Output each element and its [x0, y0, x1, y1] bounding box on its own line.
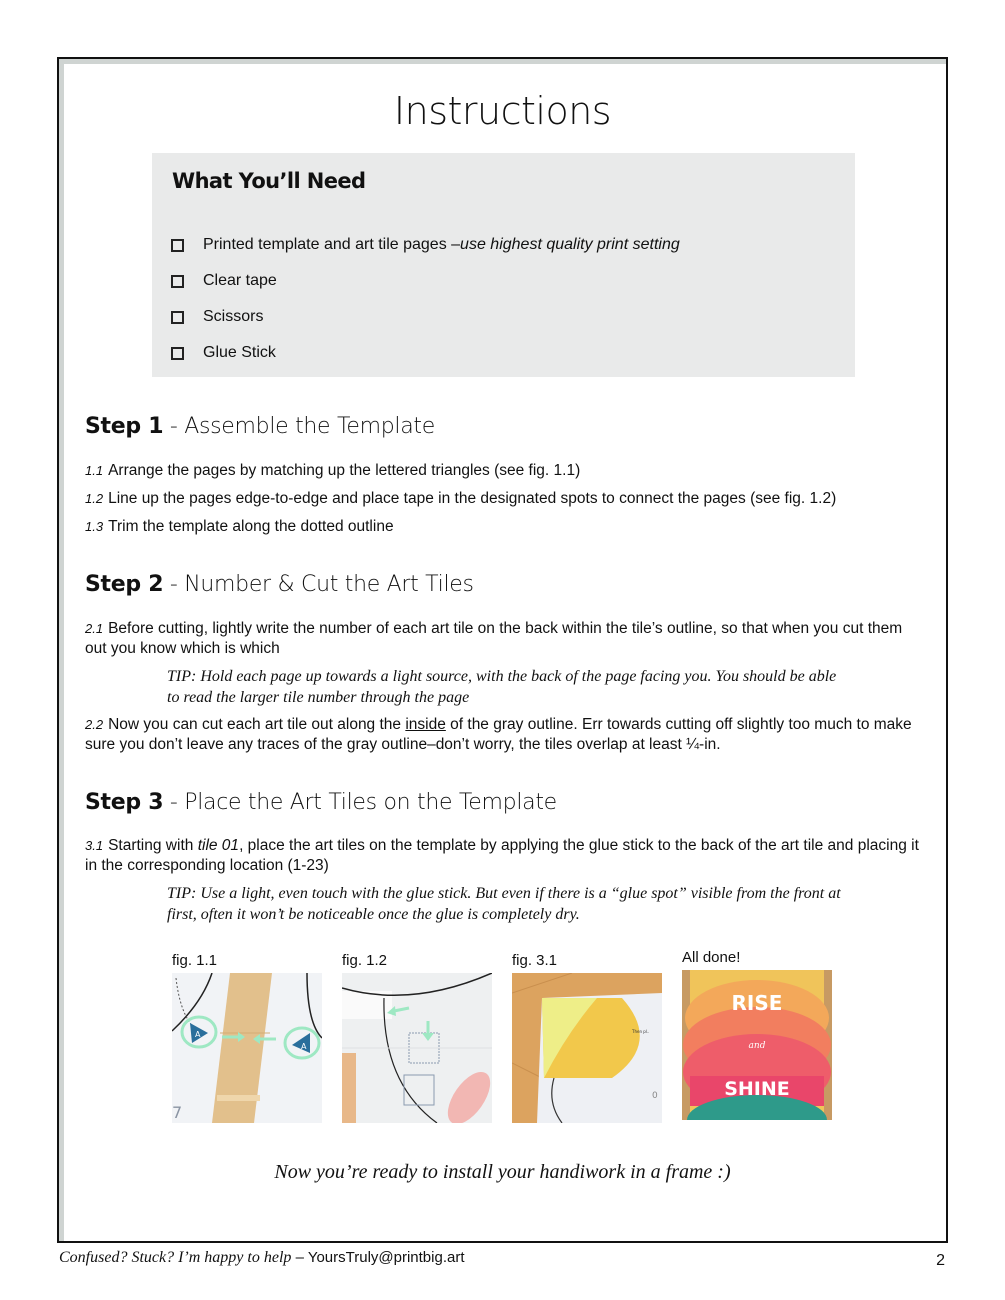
finished-art-image	[682, 970, 832, 1120]
step-1-3	[85, 517, 925, 537]
figure-3-1	[512, 949, 664, 1123]
checkbox-icon[interactable]	[171, 347, 184, 360]
svg-text:SHINE: SHINE	[724, 1078, 790, 1100]
item-text: of the gray outline. Err towards cutting off slightly too much to make sure you don’t leave any traces of the gray outline–don’t worry, the tiles overlap at least ¼-in.	[85, 716, 912, 753]
glued-tile-icon	[512, 973, 662, 1123]
needs-list	[171, 227, 680, 371]
footer-separator: –	[291, 1249, 308, 1266]
needs-item-note: use highest quality print setting	[460, 236, 680, 253]
help-email-link[interactable]: YoursTruly@printbig.art	[307, 1249, 465, 1266]
checkbox-icon[interactable]	[171, 275, 184, 288]
item-number: 2.2	[85, 717, 104, 732]
closing-message: Now you’re ready to install your handiwork in a frame :)	[274, 1161, 731, 1183]
checkbox-icon[interactable]	[171, 239, 184, 252]
step-2-2	[85, 715, 925, 755]
item-text: Now you can cut each art tile out along the	[108, 716, 406, 733]
item-text-italic: tile 01	[197, 837, 240, 854]
needs-item-label: Scissors	[203, 308, 264, 325]
svg-text:RISE: RISE	[731, 991, 783, 1015]
item-text: , place the art tiles on the template by applying the glue stick to the back of the art tile and placing it in the corresponding location (1-23)	[85, 837, 919, 874]
step-3-1	[85, 836, 925, 876]
rise-and-shine-art-icon	[682, 970, 832, 1120]
item-number: 1.1	[85, 463, 104, 478]
svg-text:and: and	[748, 1041, 766, 1051]
svg-text:A: A	[195, 1030, 201, 1039]
page-title: Instructions	[393, 89, 612, 133]
figure-1-1-image	[172, 973, 322, 1123]
figure-1-1	[172, 949, 324, 1123]
step-1-heading	[85, 414, 435, 439]
figure-all-done	[682, 949, 834, 1120]
item-number: 2.1	[85, 621, 104, 636]
svg-text:A: A	[301, 1042, 307, 1051]
item-text: Line up the pages edge-to-edge and place tape in the designated spots to connect the pages (see fig. 1.2)	[108, 490, 837, 507]
item-text: Trim the template along the dotted outline	[108, 518, 394, 535]
step-label: Step 2	[85, 572, 164, 597]
figure-1-2-image	[342, 973, 492, 1123]
needs-item-clear-tape	[171, 263, 680, 299]
item-text: Starting with	[108, 837, 198, 854]
item-text: Arrange the pages by matching up the lettered triangles (see fig. 1.1)	[108, 462, 581, 479]
figure-3-1-image	[512, 973, 662, 1123]
figure-label: fig. 1.1	[172, 952, 218, 969]
step-3-heading	[85, 790, 557, 815]
footer	[59, 1249, 465, 1267]
needs-item-label: Glue Stick	[203, 344, 276, 361]
svg-text:7: 7	[172, 1103, 183, 1122]
needs-item-printed-pages	[171, 227, 680, 263]
item-number: 1.2	[85, 491, 104, 506]
step-label: Step 3	[85, 790, 164, 815]
step-2-heading	[85, 572, 474, 597]
svg-text:Then pl..: Then pl..	[632, 1029, 650, 1034]
step-title: - Number & Cut the Art Tiles	[163, 572, 474, 597]
step-title: - Assemble the Template	[163, 414, 435, 439]
lettered-triangles-icon	[172, 973, 322, 1123]
step-title: - Place the Art Tiles on the Template	[163, 790, 557, 815]
item-text: Before cutting, lightly write the number of each art tile on the back within the tile’s outline, so that when you cut them out you know which is which	[85, 620, 903, 657]
svg-text:0: 0	[652, 1091, 658, 1101]
needs-title: What You’ll Need	[172, 169, 366, 193]
page-number: 2	[936, 1252, 945, 1269]
checkbox-icon[interactable]	[171, 311, 184, 324]
step-2-tip: TIP: Hold each page up towards a light source, with the back of the page facing you. You should be able to read the larger tile number through the page	[167, 668, 837, 706]
step-3-tip: TIP: Use a light, even touch with the glue stick. But even if there is a “glue spot” visible from the front at first, often it won’t be noticeable once the glue is completely dry.	[167, 885, 841, 923]
step-1-1	[85, 461, 925, 481]
item-number: 1.3	[85, 519, 104, 534]
help-prompt: Confused? Stuck? I’m happy to help	[59, 1249, 292, 1266]
page-frame	[57, 57, 948, 1243]
step-1-2	[85, 489, 925, 509]
figure-1-2	[342, 949, 494, 1123]
tape-spots-icon	[342, 973, 492, 1123]
needs-item-label: Printed template and art tile pages –	[203, 236, 461, 253]
item-number: 3.1	[85, 838, 104, 853]
step-2-1	[85, 619, 925, 659]
figure-label: fig. 3.1	[512, 952, 558, 969]
figure-label: All done!	[682, 949, 741, 966]
what-youll-need-box	[152, 153, 855, 377]
needs-item-glue-stick	[171, 335, 680, 371]
figure-label: fig. 1.2	[342, 952, 388, 969]
needs-item-scissors	[171, 299, 680, 335]
step-label: Step 1	[85, 414, 164, 439]
item-text-underlined: inside	[405, 716, 446, 733]
needs-item-label: Clear tape	[203, 272, 277, 289]
